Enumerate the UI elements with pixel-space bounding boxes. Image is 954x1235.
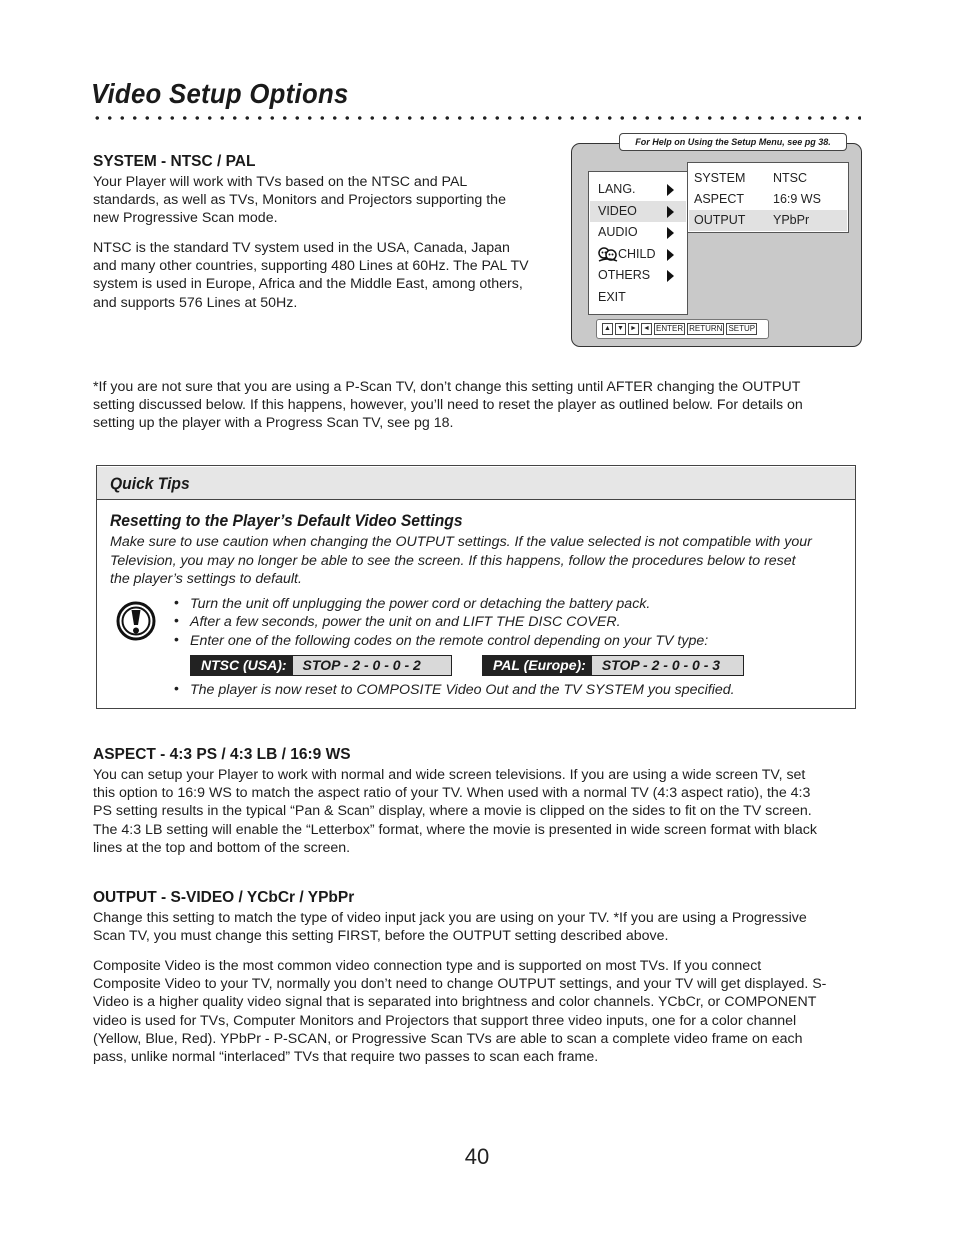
code-label: PAL (Europe):: [483, 656, 592, 675]
submenu-key: ASPECT: [694, 192, 745, 206]
arrow-right-icon: [667, 270, 674, 282]
system-paragraph-1: [93, 173, 563, 228]
right-arrow-key-icon: ►: [628, 323, 639, 335]
bullet-text: Enter one of the following codes on the remote control depending on your TV type:: [190, 633, 709, 649]
submenu-row-system[interactable]: [689, 168, 847, 189]
video-submenu: [687, 162, 849, 233]
text-line: and supports 576 Lines at 50Hz.: [93, 294, 298, 311]
menu-item-label: OTHERS: [598, 268, 651, 282]
menu-item-label: AUDIO: [598, 225, 638, 239]
text-line: new Progressive Scan mode.: [93, 210, 278, 227]
title-divider: [91, 116, 861, 120]
menu-item-child[interactable]: [590, 244, 686, 265]
submenu-value: 16:9 WS: [773, 192, 821, 206]
page-title: Video Setup Options: [91, 78, 349, 109]
down-arrow-key-icon: ▼: [615, 323, 626, 335]
text-line: PS setting results in the typical “Pan & Scan” display, where a movie is clipped on the sides to fit on the TV screen.: [93, 803, 812, 820]
menu-item-audio[interactable]: [590, 222, 686, 243]
warning-icon: [116, 601, 156, 641]
text-line: *If you are not sure that you are using a P-Scan TV, don’t change this setting until AFTER changing the OUTPUT: [93, 379, 801, 395]
aspect-heading: ASPECT - 4:3 PS / 4:3 LB / 16:9 WS: [93, 746, 351, 763]
text-line: setting discussed below. If this happens, however, you’ll need to reset the player as outlined below. For details on: [93, 397, 803, 414]
setup-key: SETUP: [728, 324, 756, 333]
bullet-text: The player is now reset to COMPOSITE Video Out and the TV SYSTEM you specified.: [190, 682, 735, 698]
output-paragraph-1: [93, 909, 863, 945]
up-arrow-key-icon: ▲: [602, 323, 613, 335]
text-line: system is used in Europe, Africa and the Middle East, among others,: [93, 276, 523, 293]
menu-item-label: VIDEO: [598, 204, 637, 218]
help-note: For Help on Using the Setup Menu, see pg 38.: [619, 133, 847, 151]
quick-tips-subtitle: Resetting to the Player’s Default Video Settings: [110, 511, 463, 530]
return-key: RETURN: [689, 324, 723, 333]
submenu-key: OUTPUT: [694, 213, 746, 227]
pscan-note: [93, 378, 863, 433]
submenu-row-output[interactable]: [689, 210, 847, 231]
text-line: Video is a higher quality video signal that is separated into brightness and color channels. YCbCr, or COMPONENT: [93, 994, 817, 1011]
text-line: Television, you may no longer be able to see the screen. If this happens, follow the procedures below to reset: [110, 552, 796, 569]
text-line: Change this setting to match the type of video input jack you are using on your TV. *If you are using a Progressive: [93, 910, 807, 926]
menu-item-lang[interactable]: [590, 179, 686, 200]
submenu-value: NTSC: [773, 171, 808, 185]
arrow-right-icon: [667, 249, 674, 261]
output-heading: OUTPUT - S-VIDEO / YCbCr / YPbPr: [93, 889, 355, 906]
text-line: (Yellow, Blue, Red). YPbPr - P-SCAN, or Progressive Scan TVs are able to scan a complete video frame on each: [93, 1030, 803, 1047]
menu-item-label: EXIT: [598, 290, 626, 304]
aspect-paragraph: [93, 766, 863, 857]
text-line: You can setup your Player to work with normal and wide screen televisions. If you are using a wide screen TV, set: [93, 767, 806, 783]
code-value: STOP - 2 - 0 - 0 - 3: [592, 656, 743, 675]
submenu-value: YPbPr: [773, 213, 810, 227]
output-paragraph-2: [93, 957, 868, 1066]
text-line: Composite Video is the most common video connection type and is supported on most TVs. If you connect: [93, 958, 762, 974]
code-label: NTSC (USA):: [191, 656, 293, 675]
text-line: Scan TV, you must change this setting FIRST, before the OUTPUT setting described above.: [93, 928, 669, 945]
remote-key-legend: [596, 319, 769, 339]
enter-key: ENTER: [656, 324, 684, 333]
text-line: this option to 16:9 WS to match the aspect ratio of your TV. When used with a normal TV (4:3 aspect ratio), the 4:3: [93, 785, 811, 802]
bullet-text: After a few seconds, power the unit on and LIFT THE DISC COVER.: [190, 614, 621, 630]
menu-item-label: CHILD: [618, 247, 656, 261]
text-line: setting up the player with a Progress Scan TV, see pg 18.: [93, 415, 454, 432]
text-line: The 4:3 LB setting will enable the “Letterbox” format, where the movie is presented in wide screen format with black: [93, 821, 817, 838]
child-lock-icon: [598, 247, 618, 262]
quick-tips-title: Quick Tips: [110, 474, 190, 493]
setup-menu-list: [588, 171, 688, 315]
text-line: Composite Video to your TV, normally you don’t need to change OUTPUT settings, and your TV will get displayed. S-: [93, 976, 827, 993]
quick-tips-header: [97, 467, 855, 500]
menu-item-video[interactable]: [590, 201, 686, 222]
system-heading: SYSTEM - NTSC / PAL: [93, 153, 256, 170]
menu-item-others[interactable]: [590, 265, 686, 286]
menu-item-exit[interactable]: [590, 287, 686, 308]
text-line: Make sure to use caution when changing the OUTPUT settings. If the value selected is not compatible with your: [110, 534, 812, 550]
quick-tips-paragraph: [110, 533, 850, 589]
menu-item-label: LANG.: [598, 182, 636, 196]
text-line: pass, unlike normal “interlaced” TVs that require two passes to scan each frame.: [93, 1049, 599, 1066]
bullet-text: Turn the unit off unplugging the power cord or detaching the battery pack.: [190, 596, 651, 612]
ntsc-reset-code: [190, 655, 452, 676]
text-line: and many other countries, supporting 480 Lines at 60Hz. The PAL TV: [93, 258, 529, 275]
text-line: lines at the top and bottom of the screen.: [93, 839, 351, 856]
page-number: 40: [464, 1144, 490, 1169]
text-line: standards, as well as TVs, Monitors and Projectors supporting the: [93, 192, 506, 209]
code-value: STOP - 2 - 0 - 0 - 2: [293, 656, 451, 675]
arrow-right-icon: [667, 206, 674, 218]
pal-reset-code: [482, 655, 744, 676]
left-arrow-key-icon: ◄: [641, 323, 652, 335]
text-line: NTSC is the standard TV system used in the USA, Canada, Japan: [93, 240, 510, 256]
arrow-right-icon: [667, 227, 674, 239]
arrow-right-icon: [667, 184, 674, 196]
text-line: Your Player will work with TVs based on the NTSC and PAL: [93, 174, 468, 190]
submenu-key: SYSTEM: [694, 171, 746, 185]
text-line: the player’s settings to default.: [110, 571, 302, 587]
submenu-row-aspect[interactable]: [689, 189, 847, 210]
text-line: video is used for TVs, Computer Monitors and Projectors that support three video inputs, one for a color channel: [93, 1012, 797, 1029]
system-paragraph-2: [93, 239, 563, 312]
